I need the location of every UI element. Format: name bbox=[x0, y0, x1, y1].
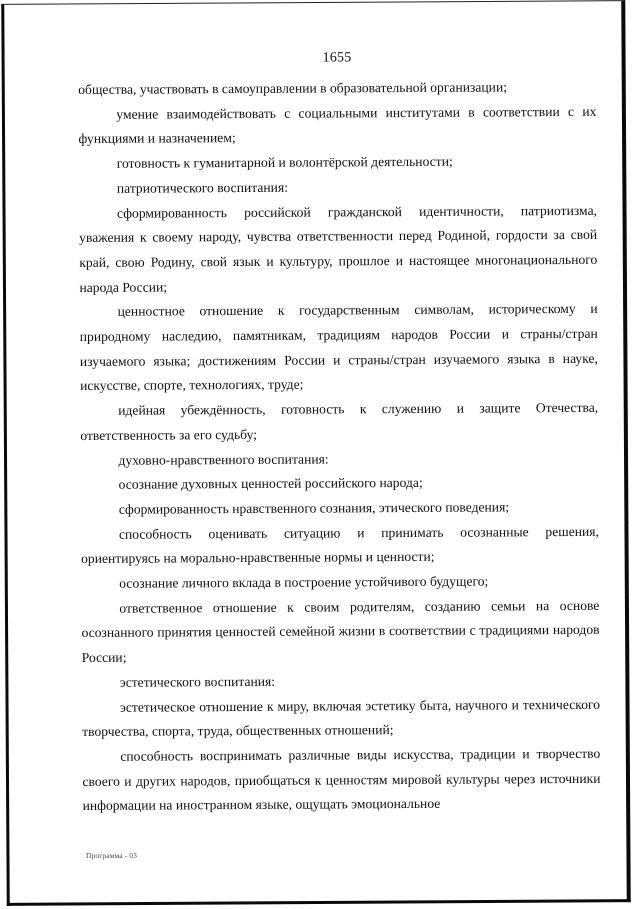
paragraph: сформированность нравственного сознания, этического поведения; bbox=[118, 499, 510, 517]
paragraph: готовность к гуманитарной и волонтёрской деятельности; bbox=[116, 153, 453, 171]
paragraph: осознание личного вклада в построение устойчивого будущего; bbox=[119, 573, 489, 591]
paragraph: осознание духовных ценностей российского народа; bbox=[118, 475, 423, 493]
paragraph: способность оценивать ситуацию и принимать осознанные решения, ориентируясь на морально-нравственные нормы и ценности; bbox=[81, 523, 599, 567]
paragraph: общества, участвовать в самоуправлении в образовательной организации; bbox=[78, 79, 508, 97]
section-heading-spiritual-moral: духовно-нравственного воспитания: bbox=[118, 451, 329, 468]
paragraph: сформированность российской гражданской идентичности, патриотизма, уважения к своему народу, чувства ответственности перед Родиной, гордости за свой край, свою Родину, свой язык и культуру, прошлое и настоящее многонационального народа России; bbox=[79, 202, 598, 295]
paragraph: ценностное отношение к государственным символам, историческому и природному наследию, памятникам, традициям народов России и страны/стран изучаемого языка; достижениям России и страны/стран изучаемого языка в науке, искусстве, спорте, технологиях, труде; bbox=[79, 301, 598, 394]
paragraph: способность воспринимать различные виды искусства, традиции и творчество своего и других народов, приобщаться к ценностям мировой культуры через источники информации на иностранном языке, ощущать эмоциональное bbox=[82, 745, 601, 814]
document-body bbox=[78, 49, 601, 819]
paragraph: эстетическое отношение к миру, включая эстетику быта, научного и технического творчества, спорта, труда, общественных отношений; bbox=[82, 696, 601, 740]
paragraph: идейная убеждённость, готовность к служению и защите Отечества, ответственность за его судьбу; bbox=[80, 399, 599, 443]
page-footer: Программа - 03 bbox=[86, 851, 137, 860]
section-heading-aesthetic: эстетического воспитания: bbox=[119, 673, 276, 690]
page-number: 1655 bbox=[322, 50, 352, 66]
paragraph: умение взаимодействовать с социальными институтами в соответствии с их функциями и назначением; bbox=[78, 103, 597, 147]
section-heading-patriotic: патриотического воспитания: bbox=[116, 179, 288, 196]
paragraph: ответственное отношение к своим родителям, созданию семьи на основе осознанного принятия ценностей семейной жизни в соответствии с традициями народов России; bbox=[81, 597, 600, 666]
